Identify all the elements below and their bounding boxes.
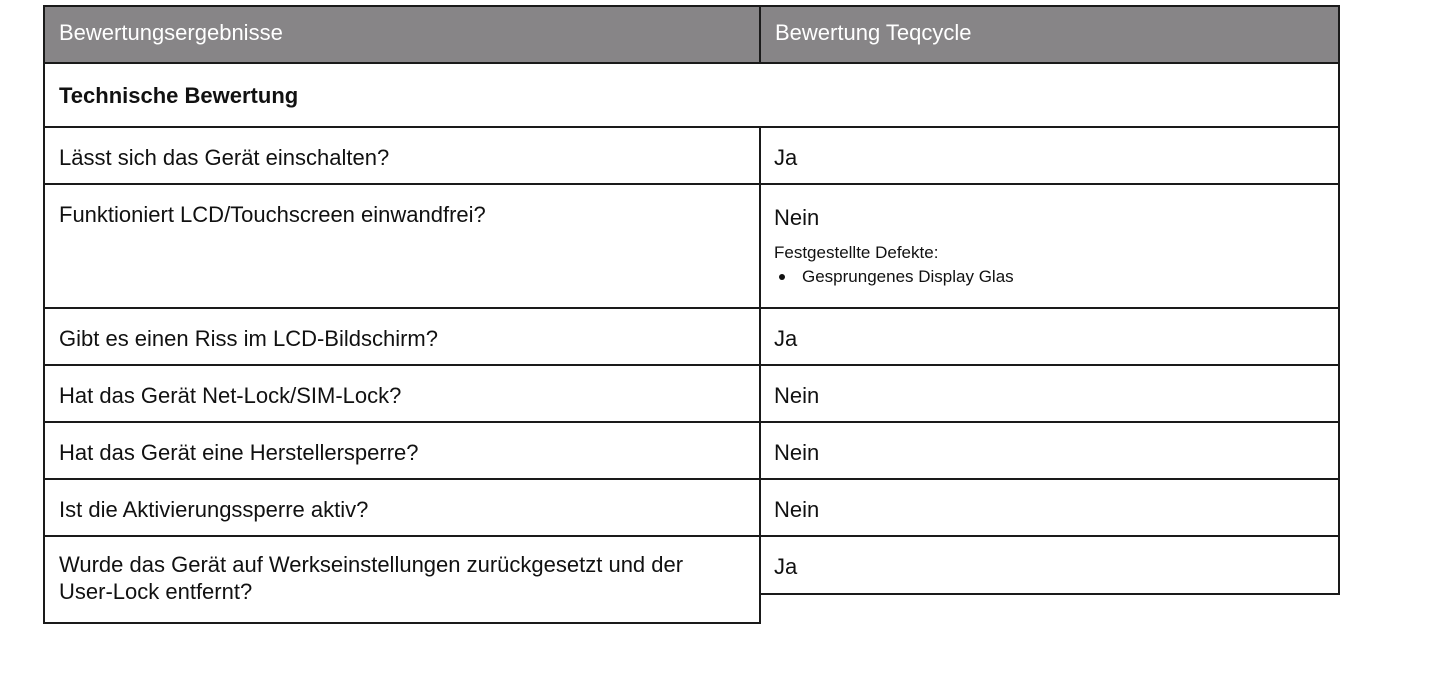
section-row — [43, 64, 1340, 128]
answer-cell: Nein — [759, 423, 1340, 480]
table-row — [43, 128, 1340, 185]
section-title: Technische Bewertung — [43, 64, 1340, 128]
table-row — [43, 480, 1340, 537]
answer-cell: Nein — [759, 480, 1340, 537]
question-cell: Hat das Gerät eine Herstellersperre? — [43, 423, 761, 480]
answer-value: Nein — [774, 205, 820, 230]
defects-label: Festgestellte Defekte: — [774, 243, 939, 262]
table-header-row — [43, 5, 1340, 64]
question-cell: Funktioniert LCD/Touchscreen einwandfrei? — [43, 185, 761, 309]
table-row — [43, 366, 1340, 423]
answer-cell — [759, 185, 1340, 309]
question-cell: Hat das Gerät Net-Lock/SIM-Lock? — [43, 366, 761, 423]
table-row — [43, 423, 1340, 480]
table-row — [43, 185, 1340, 309]
answer-cell: Ja — [759, 128, 1340, 185]
answer-cell: Nein — [759, 366, 1340, 423]
evaluation-table — [43, 5, 1340, 624]
question-cell: Ist die Aktivierungssperre aktiv? — [43, 480, 761, 537]
header-evaluation-results: Bewertungsergebnisse — [43, 5, 761, 64]
question-cell: Wurde das Gerät auf Werkseinstellungen zurückgesetzt und der User-Lock entfernt? — [43, 537, 761, 624]
answer-cell: Ja — [759, 309, 1340, 366]
question-cell: Lässt sich das Gerät einschalten? — [43, 128, 761, 185]
defect-item: Gesprungenes Display Glas — [774, 265, 1338, 289]
table-row — [43, 537, 1340, 624]
question-cell: Gibt es einen Riss im LCD-Bildschirm? — [43, 309, 761, 366]
table-row — [43, 309, 1340, 366]
header-teqcycle-evaluation: Bewertung Teqcycle — [759, 5, 1340, 64]
answer-cell: Ja — [759, 537, 1340, 595]
defects-block — [774, 241, 1338, 289]
defects-list — [774, 265, 1338, 289]
